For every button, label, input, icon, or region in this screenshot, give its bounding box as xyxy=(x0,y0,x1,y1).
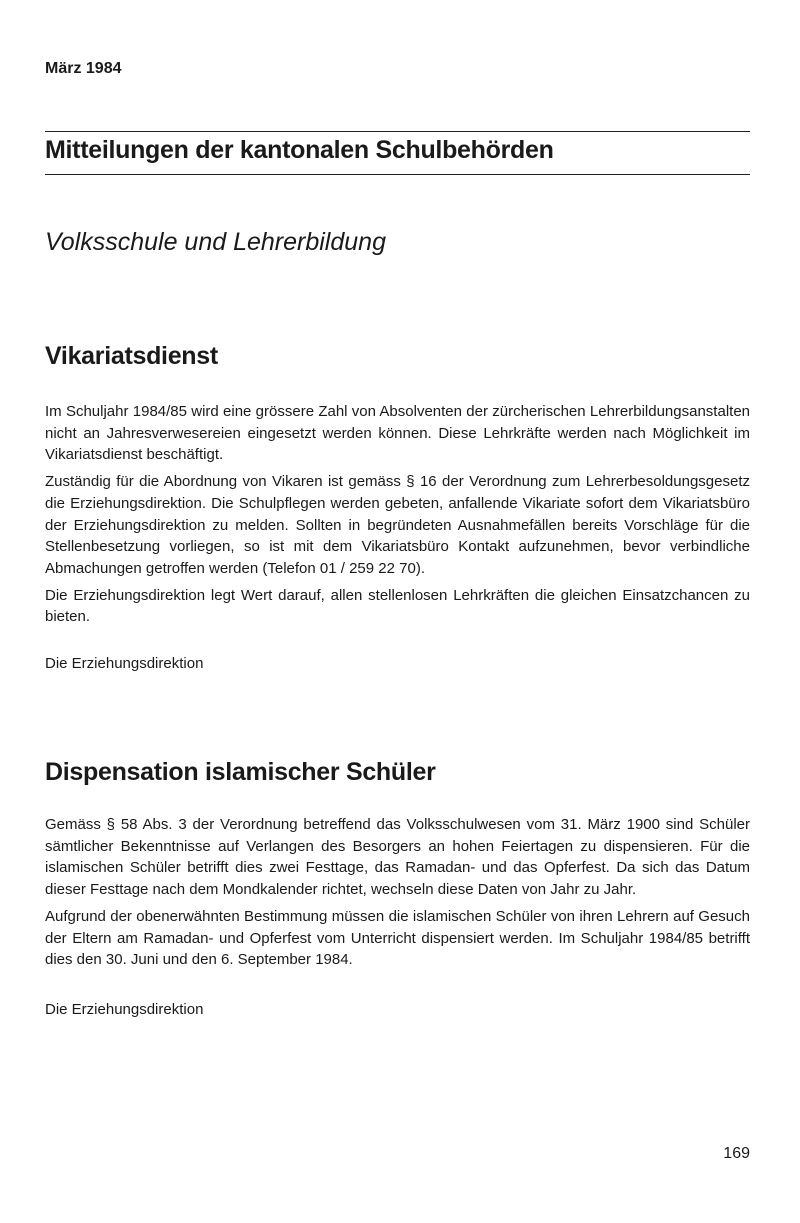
title-rule-top xyxy=(45,131,750,132)
paragraph: Im Schuljahr 1984/85 wird eine grössere Zahl von Absolventen der zürcherischen Lehrerbildungsanstalten nicht an Jahresverwesereien eingesetzt werden können. Diese Lehrkräfte werden nach Möglichkeit im Vikariatsdienst beschäftigt. xyxy=(45,403,750,464)
paragraph: Aufgrund der obenerwähnten Bestimmung müssen die islamischen Schüler von ihren Lehrern auf Gesuch der Eltern am Ramadan- und Opferfest vom Unterricht dispensiert werden. Im Schuljahr 1984/85 betrifft dies den 30. Juni und den 6. September 1984. xyxy=(45,907,750,969)
article-body-dispensation xyxy=(45,814,750,976)
paragraph: Gemäss § 58 Abs. 3 der Verordnung betreffend das Volksschulwesen vom 31. März 1900 sind Schüler sämtlicher Bekenntnisse auf Verlangen des Besorgers an hohen Feiertagen zu dispensieren. Für die islamischen Schüler betrifft dies zwei Festtage, das Ramadan- und das Opferfest. Da sich das Datum dieser Festtage nach dem Mondkalender richtet, wechseln diese Daten von Jahr zu Jahr. xyxy=(45,816,750,899)
article-body-vikariatsdienst xyxy=(45,401,750,633)
paragraph: Zuständig für die Abordnung von Vikaren ist gemäss § 16 der Verordnung zum Lehrerbesoldungsgesetz die Erziehungsdirektion. Die Schulpflegen werden gebeten, anfallende Vikariate sofort dem Vikariatsbüro der Erziehungsdirektion zu melden. Sollten in begründeten Ausnahmefällen bereits Vorschläge für die Stellenbesetzung vorliegen, so ist mit dem Vikariatsbüro Kontakt aufzunehmen, bevor verbindliche Abmachungen getroffen werden (Telefon 01 / 259 22 70). xyxy=(45,473,750,577)
article-signature: Die Erziehungsdirektion xyxy=(45,655,204,672)
article-heading-dispensation: Dispensation islamischer Schüler xyxy=(45,758,436,786)
article-signature: Die Erziehungsdirektion xyxy=(45,1001,204,1018)
paragraph: Die Erziehungsdirektion legt Wert darauf, allen stellenlosen Lehrkräften die gleichen Einsatzchancen zu bieten. xyxy=(45,586,750,626)
title-rule-bottom xyxy=(45,174,750,175)
page-number: 169 xyxy=(723,1145,750,1162)
section-title: Mitteilungen der kantonalen Schulbehörden xyxy=(45,136,554,164)
section-subtitle: Volksschule und Lehrerbildung xyxy=(45,228,386,256)
article-heading-vikariatsdienst: Vikariatsdienst xyxy=(45,342,218,370)
running-head: März 1984 xyxy=(45,60,122,77)
